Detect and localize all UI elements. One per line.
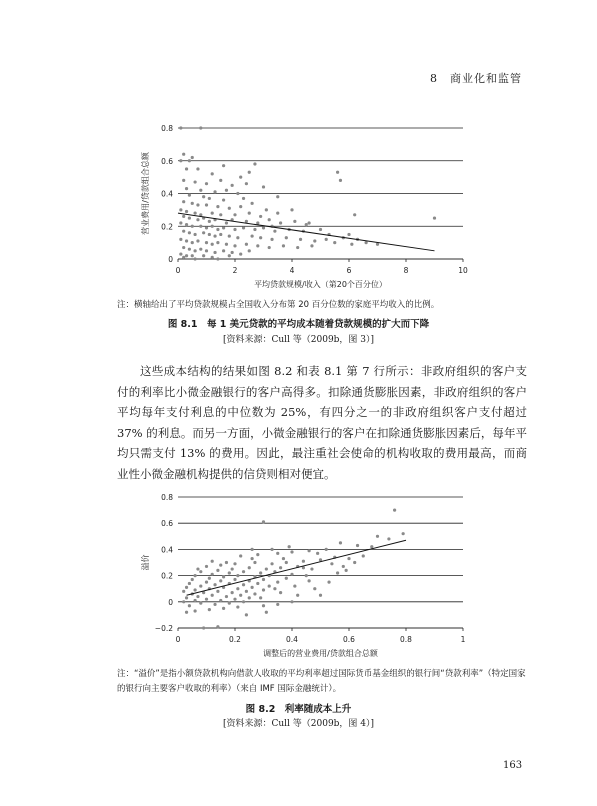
chart1-data-point [236, 236, 239, 239]
chart2-data-point [310, 567, 313, 570]
chart1-data-point [188, 159, 191, 162]
chart2-data-point [319, 594, 322, 597]
chart1-data-point [188, 194, 191, 197]
chart1-data-point [265, 208, 268, 211]
chart1-data-point [191, 225, 194, 228]
chart1-data-point [336, 171, 339, 174]
chart2-ytick-label: 0.6 [161, 519, 173, 529]
chart1-data-point [194, 233, 197, 236]
chart1-data-point [245, 220, 248, 223]
chart1-data-point [259, 215, 262, 218]
chart1-data-point [194, 257, 197, 260]
figure-8-2-note: 注：“溢价”是指小额贷款机构向借款人收取的平均利率超过国际货币基金组织的银行间“贷款利率”（特定国家的银行向主要客户收取的利率）（来自 IMF 国际金融统计）。 [117, 669, 526, 694]
chart1-data-point [376, 243, 379, 246]
chart1-data-point [202, 195, 205, 198]
chart1-data-point [308, 221, 311, 224]
chart1-data-point [211, 212, 214, 215]
chart1-data-point [239, 176, 242, 179]
chart2-data-point [199, 570, 202, 573]
chart1-data-point [211, 243, 214, 246]
chart1-data-point [270, 238, 273, 241]
chart2-x-axis-label: 调整后的营业费用/贷款组合总额 [263, 649, 378, 658]
chart2-xtick-label: 0.2 [229, 635, 241, 644]
chart2-data-point [236, 587, 239, 590]
chart1-data-point [191, 202, 194, 205]
chart1-xtick-label: 2 [232, 266, 238, 275]
chart2-data-point [387, 537, 390, 540]
chart1-data-point [182, 230, 185, 233]
chart1-data-point [285, 236, 288, 239]
chart1-data-point [191, 156, 194, 159]
chart1-data-point [182, 215, 185, 218]
chart2-ytick-label: 0.8 [161, 493, 173, 502]
chart1-data-point [182, 179, 185, 182]
chart1-data-point [182, 153, 185, 156]
body-paragraph: 这些成本结构的结果如图 8.2 和表 8.1 第 7 行所示：非政府组织的客户支付的利率比小微金融银行的客户高得多。扣除通货膨胀因素，非政府组织的客户平均每年支付利息的中位数为 25%，有四分之一的非政府组织客户支付超过 37% 的利息。而另一方面，小微金融银行的客户在扣除通货膨胀因素后，每年平均只需支付 13% 的费用。因此，最注重社会使命的机构收取的费用最高，而商业性小微金融机构提供的信贷则相对便宜。 [117, 364, 527, 481]
chart1-data-point [233, 244, 236, 247]
chart2-data-point [276, 581, 279, 584]
chart1-data-point [196, 167, 199, 170]
chart1-data-point [353, 213, 356, 216]
figure-8-2-source: [资料来源：Cull 等（2009b，图 4）] [222, 719, 375, 729]
chart1-ytick-label: 0.4 [161, 189, 173, 199]
chart2-data-point [185, 611, 188, 614]
chart1-data-point [188, 248, 191, 251]
chart1-data-point [228, 207, 231, 210]
chart2-data-point [376, 535, 379, 538]
chart2-data-point [268, 584, 271, 587]
chart2-data-point [194, 599, 197, 602]
chart1-data-point [199, 189, 202, 192]
chart1-data-point [213, 234, 216, 237]
chart1-data-point [299, 238, 302, 241]
chart2-data-point [296, 594, 299, 597]
chart1-data-point [196, 239, 199, 242]
chart1-data-point [208, 233, 211, 236]
chart2-data-point [279, 566, 282, 569]
chart1-data-point [211, 256, 214, 259]
chart2-data-point [213, 583, 216, 586]
chart1-data-point [222, 226, 225, 229]
chart1-data-point [248, 249, 251, 252]
chart1-x-axis-label: 平均贷款规模/收入（第20个百分位） [254, 280, 387, 289]
chart2-data-point [233, 578, 236, 581]
chart2-data-point [225, 595, 228, 598]
chart2-data-point [191, 578, 194, 581]
chart2-data-point [262, 578, 265, 581]
chart1-data-point [185, 239, 188, 242]
chart2-data-point [282, 557, 285, 560]
chart2-data-point [194, 609, 197, 612]
chart1-data-point [185, 254, 188, 257]
chart2-xtick-label: 1 [460, 635, 466, 644]
figure-8-1-chart [130, 116, 480, 294]
chart2-data-point [236, 605, 239, 608]
chart2-data-point [248, 566, 251, 569]
chart2-data-point [362, 554, 365, 557]
chart2-data-point [219, 564, 222, 567]
chart2-data-point [199, 584, 202, 587]
chart1-data-point [213, 190, 216, 193]
chart1-data-point [268, 218, 271, 221]
chart2-data-point [356, 544, 359, 547]
chart2-data-point [253, 561, 256, 564]
chart1-data-point [262, 185, 265, 188]
chart2-data-point [276, 603, 279, 606]
chart2-data-point [302, 560, 305, 563]
chart1-data-point [239, 205, 242, 208]
chart1-data-point [253, 228, 256, 231]
chart1-data-point [211, 225, 214, 228]
chart1-xtick-label: 6 [346, 266, 352, 275]
chart2-data-point [242, 583, 245, 586]
chart1-data-point [216, 257, 219, 260]
chart2-data-point [182, 590, 185, 593]
chart2-data-point [225, 561, 228, 564]
chart1-data-point [347, 233, 350, 236]
chart1-ytick-label: 0.2 [161, 222, 173, 232]
chart1-data-point [259, 236, 262, 239]
chart2-data-point [196, 567, 199, 570]
chart2-y-axis-label: 溢价 [141, 554, 150, 571]
chart1-data-point [216, 241, 219, 244]
chart2-data-point [194, 588, 197, 591]
chart1-data-point [194, 180, 197, 183]
chart2-data-point [330, 562, 333, 565]
chart1-data-point [256, 244, 259, 247]
page-number: 163 [503, 760, 523, 771]
chart2-data-point [205, 565, 208, 568]
chart1-data-point [222, 198, 225, 201]
chart1-data-point [339, 179, 342, 182]
chart1-data-point [211, 172, 214, 175]
chart2-data-point [188, 582, 191, 585]
chart1-data-point [233, 228, 236, 231]
chart1-data-point [219, 179, 222, 182]
chart2-data-point [342, 565, 345, 568]
chart2-data-point [290, 550, 293, 553]
chart2-data-point [205, 598, 208, 601]
chart1-data-point [205, 226, 208, 229]
chart2-data-point [339, 541, 342, 544]
chart1-data-point [179, 208, 182, 211]
chart2-xtick-label: 0.6 [343, 635, 355, 644]
chart1-xtick-label: 8 [403, 266, 409, 275]
chart1-data-point [325, 238, 328, 241]
chart1-ytick-label: 0 [168, 255, 173, 264]
chart1-data-point [248, 212, 251, 215]
chart2-data-point [313, 587, 316, 590]
chart2-data-point [228, 602, 231, 605]
figure-8-2-caption: 图 8.2 利率随成本上升 [245, 704, 352, 715]
chart2-data-point [211, 560, 214, 563]
chart1-data-point [205, 182, 208, 185]
chart1-data-point [256, 221, 259, 224]
chart2-xtick-label: 0 [175, 635, 181, 644]
chart2-data-point [353, 561, 356, 564]
chart1-data-point [196, 203, 199, 206]
chart1-xtick-label: 10 [458, 266, 468, 275]
chart2-data-point [253, 592, 256, 595]
figure-8-1-caption: 图 8.1 每 1 美元贷款的平均成本随着贷款规模的扩大而下降 [167, 319, 430, 330]
chart2-data-point [273, 587, 276, 590]
chart1-data-point [182, 256, 185, 259]
chart1-data-point [185, 223, 188, 226]
chart2-data-point [245, 613, 248, 616]
chart2-data-point [208, 608, 211, 611]
figure-8-1-note: 注：横轴给出了平均贷款规模占全国收入分布第 20 百分位数的家庭平均收入的比例。 [117, 300, 440, 310]
chart2-data-point [242, 600, 245, 603]
chart1-data-point [216, 228, 219, 231]
chart2-data-point [222, 575, 225, 578]
chart1-data-point [219, 213, 222, 216]
chart1-data-point [282, 244, 285, 247]
chart1-data-point [179, 252, 182, 255]
chart1-y-axis-label: 营业费用/贷款组合总额 [141, 152, 150, 235]
chart2-data-point [216, 590, 219, 593]
chart2-data-point [182, 600, 185, 603]
chart1-data-point [276, 195, 279, 198]
chart1-data-point [179, 238, 182, 241]
chart2-data-point [194, 574, 197, 577]
chart1-data-point [239, 252, 242, 255]
chart1-data-point [191, 254, 194, 257]
chart2-data-point [336, 571, 339, 574]
chart1-data-point [225, 243, 228, 246]
chart2-data-point [370, 545, 373, 548]
chart2-data-point [393, 509, 396, 512]
chart1-data-point [205, 249, 208, 252]
chart1-data-point [194, 249, 197, 252]
chart1-data-point [213, 251, 216, 254]
chart1-data-point [231, 251, 234, 254]
chart2-data-point [216, 569, 219, 572]
figure-8-1-source: [资料来源：Cull 等（2009b，图 3）] [222, 335, 375, 345]
chart2-data-point [185, 586, 188, 589]
chart2-data-point [251, 548, 254, 551]
chart2-data-point [308, 579, 311, 582]
chart1-data-point [199, 225, 202, 228]
chart2-xtick-label: 0.8 [400, 635, 412, 644]
chart2-data-point [347, 557, 350, 560]
chart2-data-point [259, 571, 262, 574]
chart1-data-point [208, 197, 211, 200]
chart2-data-point [345, 569, 348, 572]
chart2-data-point [245, 590, 248, 593]
chart2-data-point [279, 591, 282, 594]
chart1-data-point [245, 182, 248, 185]
chart2-data-point [290, 573, 293, 576]
chart2-data-point [265, 567, 268, 570]
chart2-data-point [239, 554, 242, 557]
chart1-data-point [262, 226, 265, 229]
chart1-data-point [433, 216, 436, 219]
chart2-data-point [242, 570, 245, 573]
chart1-data-point [242, 197, 245, 200]
chart1-xtick-label: 4 [289, 266, 295, 275]
chart2-data-point [325, 548, 328, 551]
chart1-data-point [231, 184, 234, 187]
chart1-data-point [233, 213, 236, 216]
chart1-xtick-label: 0 [175, 266, 181, 275]
chart1-data-point [199, 248, 202, 251]
chart2-data-point [228, 571, 231, 574]
chart2-data-point [316, 552, 319, 555]
chart1-data-point [219, 233, 222, 236]
chart1-data-point [248, 171, 251, 174]
chart2-data-point [270, 562, 273, 565]
chart1-data-point [236, 192, 239, 195]
chart1-data-point [276, 212, 279, 215]
chart1-data-point [268, 246, 271, 249]
chart2-data-point [259, 596, 262, 599]
chart2-data-point [265, 611, 268, 614]
chart2-data-point [327, 581, 330, 584]
chart2-data-point [202, 626, 205, 629]
chart1-data-point [290, 208, 293, 211]
chart1-data-point [228, 234, 231, 237]
chart1-data-point [225, 189, 228, 192]
chart2-data-point [262, 588, 265, 591]
chart2-data-point [251, 557, 254, 560]
chart1-data-point [179, 159, 182, 162]
chart2-data-point [185, 596, 188, 599]
chart1-data-point [208, 220, 211, 223]
chart2-ytick-label: 0.2 [161, 571, 173, 581]
chart2-ytick-label: 0.4 [161, 545, 173, 555]
chart1-ytick-label: 0.8 [161, 124, 173, 133]
chart1-data-point [251, 202, 254, 205]
chart2-ytick-label: 0 [168, 597, 173, 607]
chart1-data-point [205, 203, 208, 206]
chart1-data-point [245, 243, 248, 246]
chart1-data-point [194, 212, 197, 215]
chart1-data-point [188, 216, 191, 219]
chart2-data-point [256, 553, 259, 556]
chart1-data-point [350, 243, 353, 246]
chart2-data-point [222, 607, 225, 610]
chart1-data-point [293, 220, 296, 223]
chart2-data-point [305, 574, 308, 577]
chart2-data-point [199, 602, 202, 605]
chart2-data-point [256, 582, 259, 585]
chart1-data-point [242, 226, 245, 229]
chart2-data-point [276, 552, 279, 555]
chart1-data-point [185, 187, 188, 190]
chart2-data-point [211, 594, 214, 597]
chart2-data-point [233, 598, 236, 601]
chart2-data-point [270, 548, 273, 551]
chart2-data-point [219, 579, 222, 582]
chart1-data-point [333, 241, 336, 244]
chart1-data-point [365, 241, 368, 244]
chart2-data-point [285, 577, 288, 580]
chart2-data-point [248, 596, 251, 599]
chart2-data-point [239, 594, 242, 597]
chart2-ytick-label: −0.2 [154, 624, 173, 633]
chart1-data-point [305, 223, 308, 226]
chart1-data-point [319, 228, 322, 231]
running-head: 8 商业化和监管 [430, 72, 522, 85]
chart1-data-point [179, 126, 182, 129]
chart1-data-point [279, 221, 282, 224]
chart2-data-point [231, 567, 234, 570]
chart1-data-point [222, 249, 225, 252]
chart1-data-point [185, 167, 188, 170]
chart1-trend-line [178, 213, 435, 251]
chart2-data-point [231, 591, 234, 594]
chart1-data-point [179, 221, 182, 224]
chart1-data-point [185, 210, 188, 213]
chart2-data-point [285, 561, 288, 564]
chart2-data-point [290, 600, 293, 603]
chart2-data-point [216, 625, 219, 628]
chart1-data-point [310, 244, 313, 247]
chart2-trend-line [187, 540, 406, 595]
chart1-data-point [199, 126, 202, 129]
chart1-data-point [202, 231, 205, 234]
chart1-data-point [228, 254, 231, 257]
chart2-data-point [188, 604, 191, 607]
chart1-data-point [205, 241, 208, 244]
chart2-data-point [308, 549, 311, 552]
chart1-data-point [182, 200, 185, 203]
figure-8-2-chart [130, 490, 480, 660]
chart1-data-point [225, 221, 228, 224]
chart2-data-point [205, 581, 208, 584]
chart2-data-point [293, 584, 296, 587]
chart2-data-point [402, 532, 405, 535]
chart1-data-point [296, 246, 299, 249]
chart2-xtick-label: 0.4 [286, 635, 298, 644]
chart1-data-point [188, 231, 191, 234]
chart2-data-point [233, 562, 236, 565]
chart2-data-point [262, 604, 265, 607]
chart2-data-point [262, 520, 265, 523]
chart1-ytick-label: 0.6 [161, 156, 173, 166]
chart2-data-point [219, 599, 222, 602]
chart1-data-point [253, 162, 256, 165]
chart2-data-point [288, 545, 291, 548]
chart1-data-point [222, 164, 225, 167]
chart2-data-point [208, 577, 211, 580]
chart1-data-point [313, 239, 316, 242]
chart1-data-point [202, 254, 205, 257]
chart1-data-point [191, 241, 194, 244]
chart2-data-point [251, 586, 254, 589]
chart1-data-point [273, 230, 276, 233]
chart2-data-point [236, 574, 239, 577]
chart1-data-point [196, 218, 199, 221]
chart1-data-point [251, 234, 254, 237]
chart1-data-point [182, 246, 185, 249]
chart2-data-point [213, 603, 216, 606]
chart1-data-point [216, 205, 219, 208]
chart2-data-point [211, 573, 214, 576]
chart2-data-point [196, 595, 199, 598]
